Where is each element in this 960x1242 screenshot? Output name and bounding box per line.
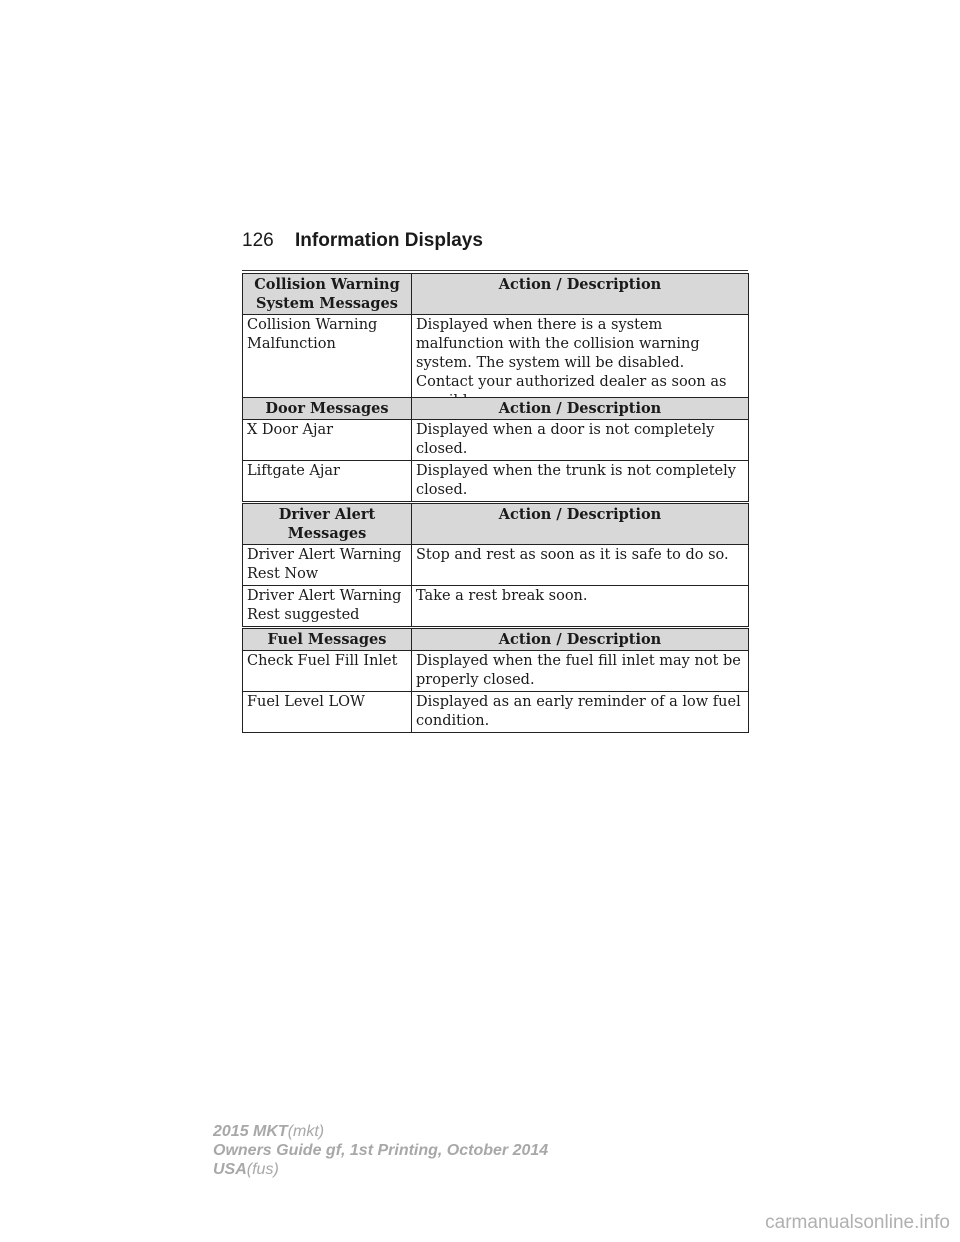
description-cell: Displayed when the fuel fill inlet may not be properly closed. [412, 651, 749, 692]
table-row [243, 651, 749, 692]
description-cell: Stop and rest as soon as it is safe to do so. [412, 545, 749, 586]
section-title: Information Displays [295, 230, 483, 251]
table-header-messages: Door Messages [243, 398, 412, 420]
message-cell: Driver Alert Warning Rest Now [243, 545, 412, 586]
description-cell: Displayed when the trunk is not completely closed. [412, 461, 749, 502]
footer-model-code: (mkt) [287, 1123, 325, 1140]
door-messages-table [242, 397, 749, 502]
footer-line-2: Owners Guide gf, 1st Printing, October 2014 [213, 1142, 549, 1159]
table-header-action: Action / Description [412, 504, 749, 545]
message-cell: Driver Alert Warning Rest suggested [243, 586, 412, 627]
fuel-messages-table [242, 628, 749, 733]
message-cell: Fuel Level LOW [243, 692, 412, 733]
message-cell: Liftgate Ajar [243, 461, 412, 502]
table-row [243, 461, 749, 502]
table-row [243, 545, 749, 586]
message-cell: Collision Warning Malfunction [243, 315, 412, 413]
driver-alert-table [242, 503, 749, 627]
watermark-text: carmanualsonline.info [765, 1212, 950, 1233]
description-cell: Displayed as an early reminder of a low fuel condition. [412, 692, 749, 733]
table-header-action: Action / Description [412, 629, 749, 651]
footer-market: USA [213, 1161, 247, 1178]
table-header-row [243, 398, 749, 420]
description-cell: Take a rest break soon. [412, 586, 749, 627]
table-row [243, 420, 749, 461]
table-row [243, 586, 749, 627]
table-header-action: Action / Description [412, 274, 749, 315]
page-header [242, 228, 748, 271]
table-header-messages: Fuel Messages [243, 629, 412, 651]
table-header-row [243, 274, 749, 315]
footer-model: 2015 MKT [213, 1123, 288, 1140]
document-footer [213, 1122, 548, 1179]
collision-warning-table [242, 273, 749, 413]
table-header-row [243, 629, 749, 651]
description-cell: Displayed when a door is not completely closed. [412, 420, 749, 461]
footer-line-3 [213, 1160, 548, 1179]
message-cell: Check Fuel Fill Inlet [243, 651, 412, 692]
footer-market-code: (fus) [246, 1161, 279, 1178]
table-header-row [243, 504, 749, 545]
page-number: 126 [242, 230, 274, 251]
table-header-action: Action / Description [412, 398, 749, 420]
description-cell: Displayed when there is a system malfunction with the collision warning system. The system will be disabled. Contact your authorized dealer as soon as [412, 315, 749, 413]
table-header-messages: Collision Warning System Messages [243, 274, 412, 315]
table-header-messages: Driver Alert Messages [243, 504, 412, 545]
table-row [243, 692, 749, 733]
message-cell: X Door Ajar [243, 420, 412, 461]
footer-line-1 [213, 1122, 548, 1141]
